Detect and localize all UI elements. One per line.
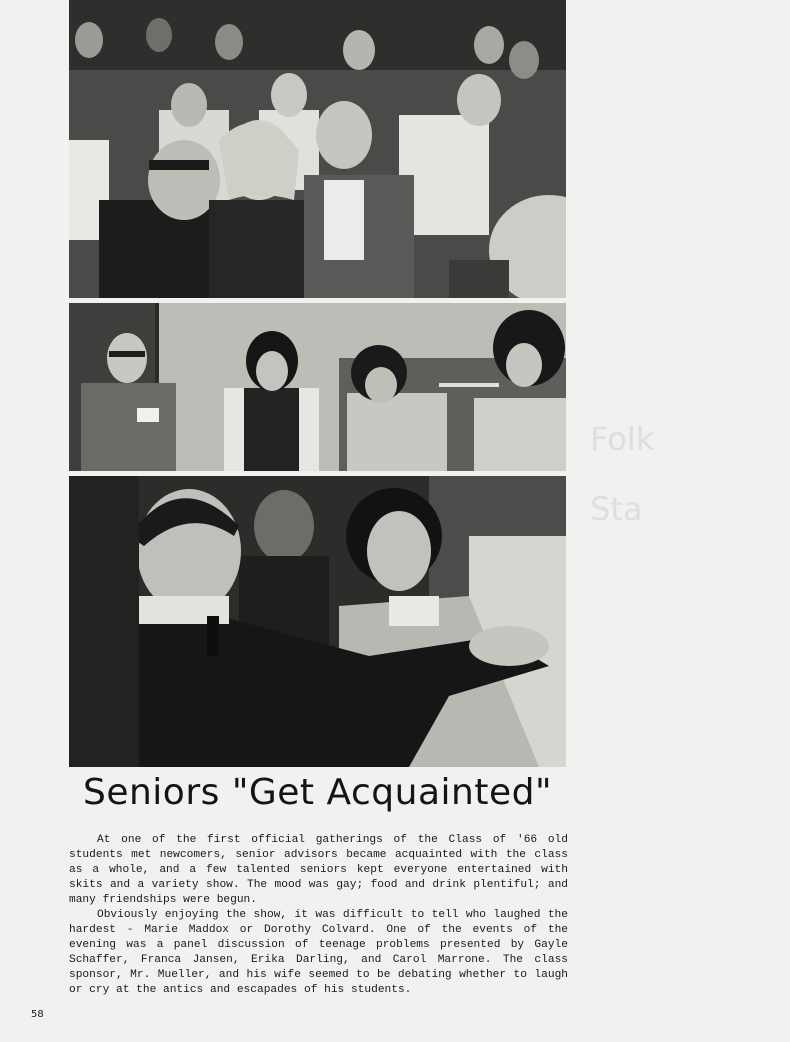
- page-number: 58: [31, 1009, 44, 1020]
- page-headline: Seniors "Get Acquainted": [82, 772, 552, 813]
- article-body: [69, 833, 568, 998]
- article-paragraph: At one of the first official gatherings of the Class of '66 old students met newcomers, senior advisors became acquainted with the class as a whole, and a few talented seniors kept everyone entertained with skits and a variety show. The mood was gay; food and drink plentiful; and many friendships were begun.: [69, 834, 568, 906]
- bleed-through-text: Sta: [590, 490, 643, 528]
- photo-audience-laughing: [69, 0, 566, 298]
- photo-panel-discussion: [69, 303, 566, 471]
- photo-sponsor-and-wife: [69, 476, 566, 767]
- bleed-through-text: Folk: [590, 420, 655, 458]
- article-paragraph: Obviously enjoying the show, it was difficult to tell who laughed the hardest - Marie Maddox or Dorothy Colvard. One of the events of the evening was a panel discussion of teenage problems presented by Gayle Schaffer, Franca Jansen, Erika Darling, and Carol Marrone. The class sponsor, Mr. Mueller, and his wife seemed to be debating whether to laugh or cry at the antics and escapades of his students.: [69, 909, 568, 996]
